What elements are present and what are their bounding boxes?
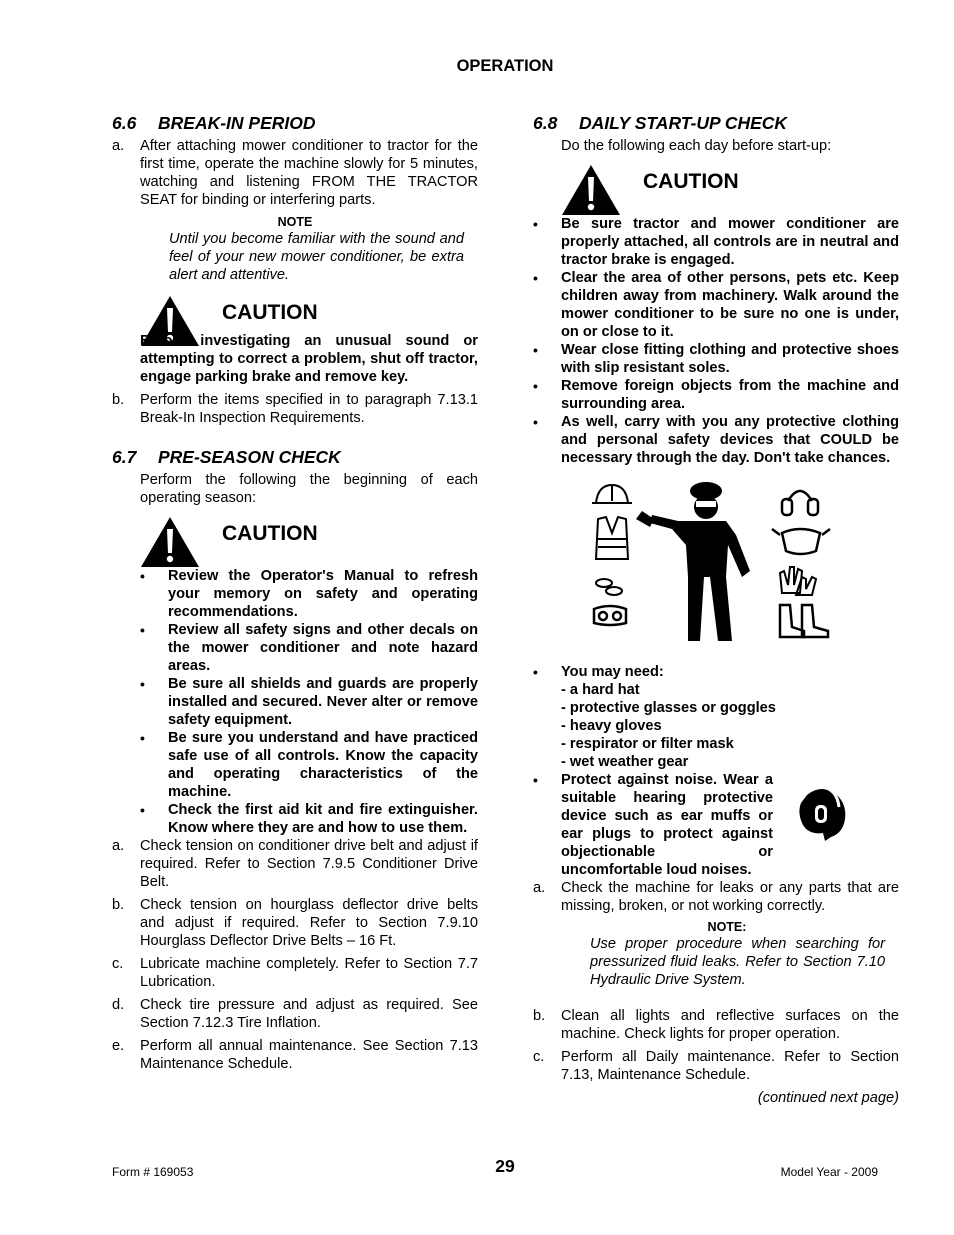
ear-plug-icon	[596, 579, 622, 595]
caution-block-3	[533, 161, 899, 219]
caution-block-2	[112, 513, 478, 571]
pre-season-item-e: e. Perform all annual maintenance. See Section 7.13 Maintenance Schedule.	[112, 1038, 478, 1072]
caution-3-bullets	[533, 215, 899, 467]
list-item	[533, 771, 899, 879]
pre-season-item-c: c. Lubricate machine completely. Refer to Section 7.7 Lubrication.	[112, 956, 478, 990]
you-may-need-list	[533, 663, 899, 879]
pre-season-item-b: b. Check tension on hourglass deflector drive belts and adjust if required. Refer to Section 7.9.10 Hourglass Deflector Drive Belts – 16 Ft.	[112, 897, 478, 949]
section-6-6-heading: 6.6 BREAK-IN PERIOD	[112, 113, 316, 133]
worker-figure-icon	[636, 482, 750, 641]
note-body: Use proper procedure when searching for pressurized fluid leaks. Refer to Section 7.10 Hydraulic Drive System.	[590, 936, 885, 988]
list-item: • Remove foreign objects from the machine and surrounding area.	[533, 377, 899, 413]
list-item: • Review the Operator's Manual to refresh your memory on safety and operating recommendations.	[140, 567, 478, 621]
goggles-icon	[594, 606, 626, 625]
noise-text: • Protect against noise. Wear a suitable hearing protective device such as ear muffs or ear plugs to protect against objectionable or uncomfortable loud noises.	[561, 772, 773, 878]
caution-1-text: Before investigating an unusual sound or attempting to correct a problem, shut off tractor, engage parking brake and remove key.	[140, 333, 478, 385]
hard-hat-icon	[592, 485, 632, 503]
pre-season-intro: Perform the following the beginning of each operating season:	[140, 472, 478, 506]
need-item: - a hard hat	[561, 682, 640, 698]
page-number: 29	[495, 1156, 515, 1176]
daily-item-b: b. Clean all lights and reflective surfaces on the machine. Check lights for proper operation.	[533, 1008, 899, 1042]
need-item: - heavy gloves	[561, 718, 662, 734]
pre-season-item-d: d. Check tire pressure and adjust as required. See Section 7.12.3 Tire Inflation.	[112, 997, 478, 1031]
warning-triangle-icon	[561, 164, 621, 216]
caution-label: CAUTION	[643, 170, 739, 193]
section-6-7-heading: 6.7 PRE-SEASON CHECK	[112, 447, 341, 467]
page-footer	[112, 1157, 878, 1181]
ear-muffs-icon	[782, 491, 818, 515]
break-in-item-a: a. After attaching mower conditioner to tractor for the first time, operate the machine slowly for 5 minutes, watching and listening FROM THE TRACTOR SEAT for binding or interfering parts.	[112, 138, 478, 208]
hearing-protection-icon	[795, 783, 849, 843]
note-body: Until you become familiar with the sound and feel of your new mower conditioner, be extra alert and attentive.	[169, 231, 464, 283]
need-item: - wet weather gear	[561, 754, 689, 770]
caution-2-bullets	[112, 567, 478, 837]
safety-equipment-illustration	[590, 481, 930, 653]
page-header: OPERATION	[456, 57, 554, 75]
left-column	[112, 113, 478, 1073]
list-item: • Wear close fitting clothing and protective shoes with slip resistant soles.	[533, 341, 899, 377]
daily-intro: Do the following each day before start-up:	[561, 138, 832, 154]
need-item: - respirator or filter mask	[561, 736, 734, 752]
form-number: Form # 169053	[112, 1165, 194, 1179]
list-item: • Be sure tractor and mower conditioner are properly attached, all controls are in neutral and tractor brake is engaged.	[533, 215, 899, 269]
list-item: • Be sure all shields and guards are properly installed and secured. Never alter or remove safety equipment.	[140, 675, 478, 729]
list-item: • Clear the area of other persons, pets etc. Keep children away from machinery. Walk around the mower conditioner to be sure no one is under, on or close to it.	[533, 269, 899, 341]
daily-item-a: a. Check the machine for leaks or any parts that are missing, broken, or not working correctly.	[533, 880, 899, 914]
list-item: • Check the first aid kit and fire extinguisher. Know where they are and how to use them.	[140, 801, 478, 837]
note-heading: NOTE	[277, 215, 313, 229]
list-item: • Review all safety signs and other decals on the mower conditioner and note hazard areas.	[140, 621, 478, 675]
list-item: • You may need: - a hard hat - protective glasses or goggles - heavy gloves - respirator or filter mask - wet weather gear	[533, 663, 899, 771]
gloves-icon	[780, 567, 816, 595]
right-column	[533, 113, 899, 1107]
list-item: • As well, carry with you any protective clothing and personal safety devices that COULD be necessary through the day. Don't take chances.	[533, 413, 899, 467]
break-in-item-b: b. Perform the items specified in to paragraph 7.13.1 Break-In Inspection Requirements.	[112, 392, 478, 426]
list-item: • Be sure you understand and have practiced safe use of all controls. Know the capacity and operating characteristics of the machine.	[140, 729, 478, 801]
pre-season-item-a: a. Check tension on conditioner drive belt and adjust if required. Refer to Section 7.9.5 Conditioner Drive Belt.	[112, 838, 478, 890]
continued-note: (continued next page)	[757, 1090, 899, 1106]
respirator-mask-icon	[772, 529, 830, 554]
section-6-8-heading: 6.8 DAILY START-UP CHECK	[533, 113, 788, 133]
note-heading: NOTE:	[707, 920, 747, 934]
daily-item-c: c. Perform all Daily maintenance. Refer to Section 7.13, Maintenance Schedule.	[533, 1049, 899, 1083]
vest-icon	[596, 517, 628, 559]
need-item: - protective glasses or goggles	[561, 700, 776, 716]
warning-triangle-icon	[140, 516, 200, 568]
caution-label: CAUTION	[222, 522, 318, 545]
model-year: Model Year - 2009	[780, 1165, 878, 1179]
caution-label: CAUTION	[222, 301, 318, 324]
boots-icon	[780, 605, 828, 637]
